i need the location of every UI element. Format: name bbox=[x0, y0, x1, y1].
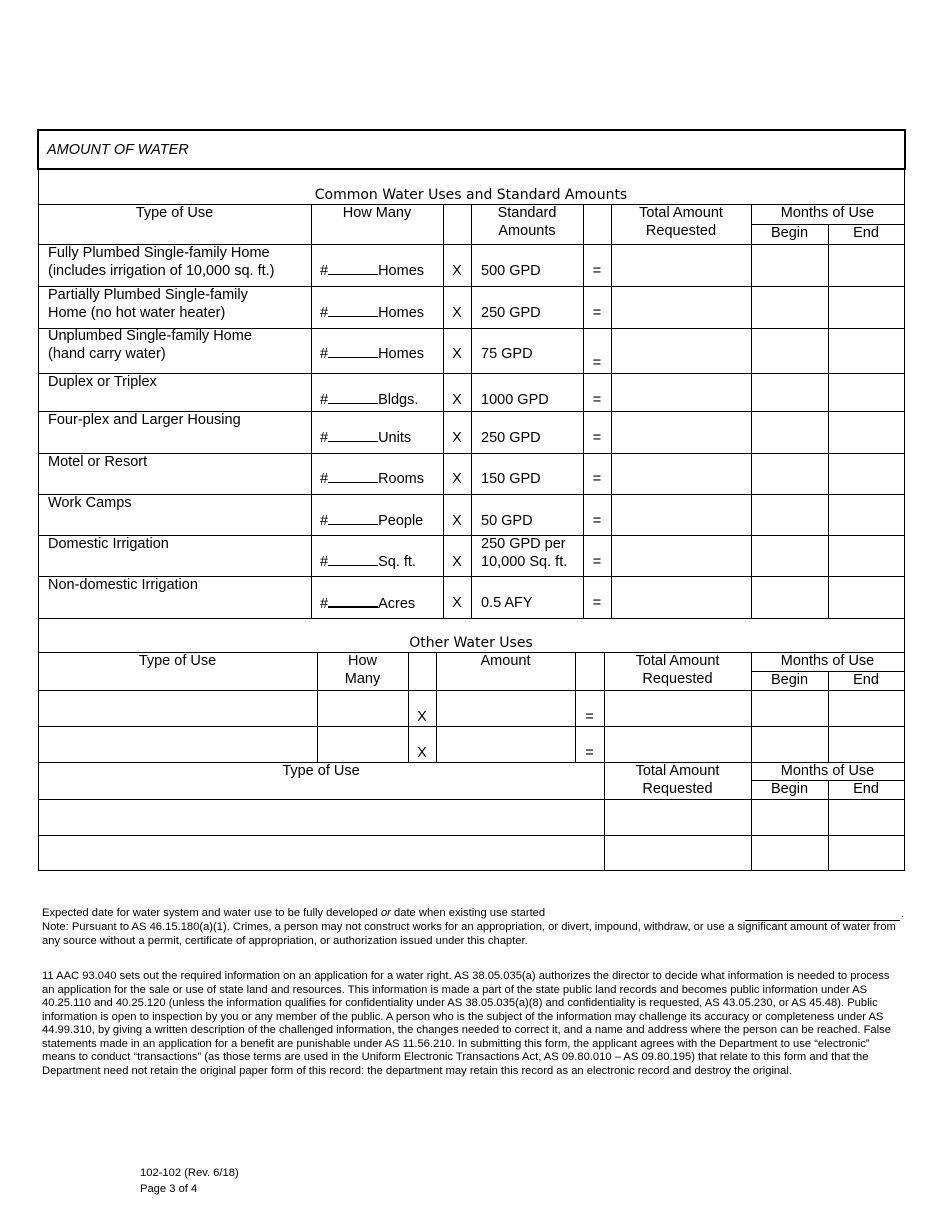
count-blank[interactable] bbox=[328, 391, 378, 404]
header-type-of-use: Type of Use bbox=[135, 205, 214, 221]
header-end-2: End bbox=[853, 781, 879, 797]
header-begin: Begin bbox=[770, 225, 809, 241]
header-standard-amounts: Standard bbox=[497, 205, 557, 221]
legal-paragraph: 11 AAC 93.040 sets out the required information on an application for a water right. AS 38.05.035(a) authorizes the director to decide what information is needed to process an application for the sale or use of state land and resources. This information is made a part of the state public land records and becomes public information under AS 40.25.110 and 40.25.120 (unless the information qualifies for confidentiality under AS 38.05.035(a)(8) and confidentiality is requested, AS 43.05.230, or AS 45.48). Public information is open to inspection by you or any member of the public. A person who is the subject of the information may challenge its accuracy or completeness under AS 44.99.310, by giving a written description of the challenged information, the changes needed to correct it, and a name and address where the person can be reached. False statements made in an application for a benefit are punishable under AS 11.56.210. In submitting this form, the applicant agrees with the Department to use “electronic” means to conduct “transactions” (as those terms are used in the Uniform Electronic Transactions Act, AS 09.80.010 – AS 09.80.195) that relate to this form and that the Department need not retain the original paper form of this record: the department may retain this record as an electronic record and destroy the original. bbox=[42, 970, 891, 1077]
header-months-of-use: Months of Use bbox=[780, 205, 875, 221]
header-begin: Begin bbox=[770, 672, 809, 688]
header-begin-2: Begin bbox=[770, 781, 809, 797]
count-blank[interactable] bbox=[328, 512, 378, 525]
count-blank[interactable] bbox=[328, 429, 378, 442]
count-blank[interactable] bbox=[328, 345, 378, 358]
header-total-amount: Total Amount bbox=[635, 653, 720, 669]
header-how-many: How bbox=[347, 653, 377, 669]
header-end: End bbox=[853, 225, 879, 241]
section-title: AMOUNT OF WATER bbox=[47, 142, 189, 158]
other-water-uses-title: Other Water Uses bbox=[409, 635, 533, 651]
header-months-of-use: Months of Use bbox=[780, 653, 875, 669]
header-total-amount-2: Total Amount bbox=[635, 763, 720, 779]
count-blank[interactable] bbox=[328, 470, 378, 483]
count-blank[interactable] bbox=[328, 304, 378, 317]
header-amount: Amount bbox=[480, 653, 531, 669]
count-blank[interactable] bbox=[328, 262, 378, 275]
count-blank[interactable] bbox=[328, 553, 378, 566]
header-total-amount: Total Amount bbox=[639, 205, 723, 221]
page-number: Page 3 of 4 bbox=[140, 1183, 198, 1195]
amount-of-water-header bbox=[37, 129, 906, 170]
count-blank[interactable] bbox=[328, 594, 378, 608]
note-paragraph: Note: Pursuant to AS 46.15.180(a)(1). Crimes, a person may not construct works for an appropriation, or divert, impound, withdraw, or use a significant amount of water from any source without a permit, certificate of appropriation, or authorization issued under this chapter. bbox=[42, 921, 896, 947]
expected-date-line: Expected date for water system and water use to be fully developed or date when existing use started bbox=[42, 907, 546, 919]
header-how-many: How Many bbox=[342, 205, 412, 221]
form-number: 102-102 (Rev. 6/18) bbox=[140, 1167, 239, 1179]
header-type-of-use-2: Type of Use bbox=[282, 763, 360, 779]
common-water-uses-title: Common Water Uses and Standard Amounts bbox=[314, 187, 628, 203]
header-end: End bbox=[853, 672, 879, 688]
header-type-of-use: Type of Use bbox=[138, 653, 217, 669]
header-months-of-use-2: Months of Use bbox=[780, 763, 875, 779]
